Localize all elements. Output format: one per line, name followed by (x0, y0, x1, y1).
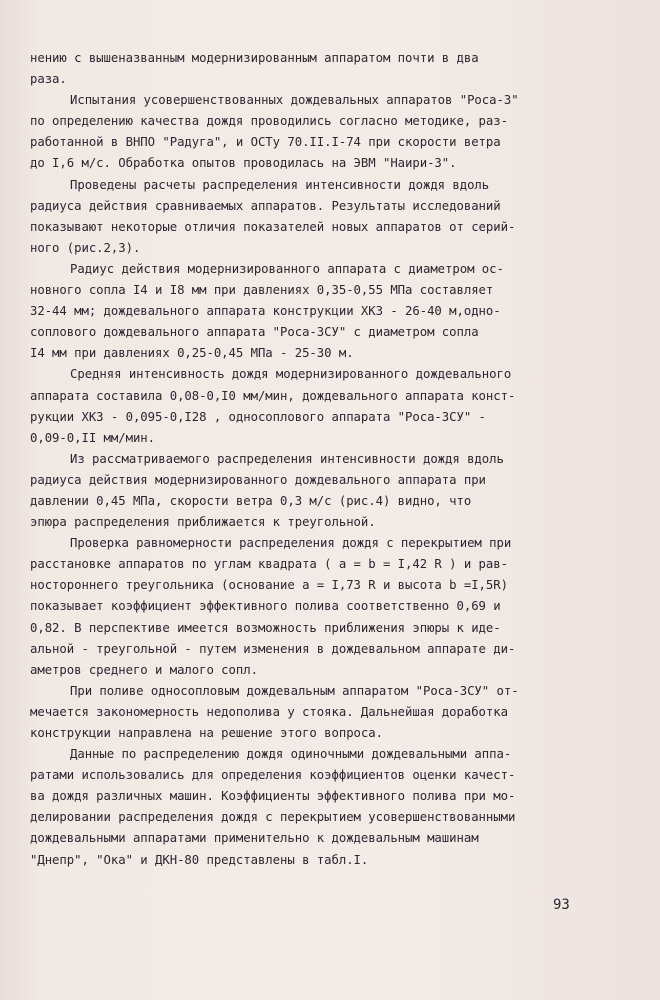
text-line: ратами использовались для определения коэффициентов оценки качест- (30, 768, 516, 783)
text-line: давлении 0,45 МПа, скорости ветра 0,3 м/с (рис.4) видно, что (30, 493, 472, 508)
text-line: Средняя интенсивность дождя модернизированного дождевального (70, 367, 512, 382)
text-line: Радиус действия модернизированного аппарата с диаметром ос- (70, 261, 504, 276)
text-line: Испытания усовершенствованных дождевальных аппаратов "Роса-3" (70, 93, 519, 108)
text-line: дождевальными аппаратами применительно к дождевальным машинам (30, 831, 479, 846)
text-line: показывает коэффициент эффективного полива соответственно 0,69 и (30, 599, 501, 614)
text-line: Проверка равномерности распределения дождя с перекрытием при (70, 536, 512, 551)
text-line: Данные по распределению дождя одиночными дождевальными аппа- (70, 747, 512, 762)
paragraph-2 (30, 90, 620, 174)
text-line: раза. (30, 72, 67, 87)
text-line: 32-44 мм; дождевального аппарата конструкции ХКЗ - 26-40 м,одно- (30, 304, 501, 319)
paragraph-6 (30, 449, 620, 533)
text-line: 0,09-0,II мм/мин. (30, 430, 156, 445)
text-line: эпюра распределения приближается к треугольной. (30, 515, 376, 530)
text-line: ва дождя различных машин. Коэффициенты эффективного полива при мо- (30, 789, 516, 804)
text-line: мечается закономерность недополива у стояка. Дальнейшая доработка (30, 704, 508, 719)
body-text (30, 48, 620, 871)
text-line: нению с вышеназванным модернизированным аппаратом почти в два (30, 51, 479, 65)
text-line: радиуса действия модернизированного дождевального аппарата при (30, 472, 486, 487)
paragraph-1 (30, 48, 620, 90)
text-line: альной - треугольной - путем изменения в дождевальном аппарате ди- (30, 641, 516, 656)
text-line: радиуса действия сравниваемых аппаратов. Результаты исследований (30, 198, 501, 213)
text-line: конструкции направлена на решение этого вопроса. (30, 726, 383, 740)
text-line: ностороннего треугольника (основание a = I,73 R и высота b =I,5R) (30, 578, 508, 593)
text-line: Из рассматриваемого распределения интенсивности дождя вдоль (70, 451, 504, 466)
paragraph-3 (30, 175, 620, 259)
text-line: рукции ХКЗ - 0,095-0,I28 , односоплового аппарата "Роса-3СУ" - (30, 409, 486, 424)
paragraph-5 (30, 364, 620, 448)
text-line: работанной в ВНПО "Радуга", и ОСТу 70.II.I-74 при скорости ветра (30, 135, 501, 150)
text-line: расстановке аппаратов по углам квадрата ( a = b = I,42 R ) и рав- (30, 557, 508, 572)
text-line: При поливе односопловым дождевальным аппаратом "Роса-3СУ" от- (70, 683, 519, 698)
text-line: делировании распределения дождя с перекрытием усовершенствованными (30, 810, 516, 825)
text-line: по определению качества дождя проводились согласно методике, раз- (30, 114, 508, 129)
text-line: новного сопла I4 и I8 мм при давлениях 0,35-0,55 МПа составляет (30, 283, 494, 298)
text-line: ного (рис.2,3). (30, 240, 141, 255)
paragraph-9 (30, 744, 620, 871)
paragraph-4 (30, 259, 620, 364)
text-line: Проведены расчеты распределения интенсивности дождя вдоль (70, 177, 490, 192)
text-line: 0,82. В перспективе имеется возможность приближения эпюры к иде- (30, 620, 501, 635)
text-line: I4 мм при давлениях 0,25-0,45 МПа - 25-30 м. (30, 346, 354, 361)
text-line: соплового дождевального аппарата "Роса-3СУ" с диаметром сопла (30, 325, 479, 340)
text-line: аппарата составила 0,08-0,I0 мм/мин, дождевального аппарата конст- (30, 388, 516, 403)
text-line: до I,6 м/с. Обработка опытов проводилась на ЭВМ "Наири-3". (30, 156, 457, 171)
page-number: 93 (553, 897, 570, 913)
text-line: аметров среднего и малого сопл. (30, 662, 258, 677)
paragraph-7 (30, 533, 620, 681)
text-line: "Днепр", "Ока" и ДКН-80 представлены в табл.I. (30, 852, 369, 867)
text-line: показывают некоторые отличия показателей новых аппаратов от серий- (30, 219, 516, 234)
paragraph-8 (30, 681, 620, 744)
